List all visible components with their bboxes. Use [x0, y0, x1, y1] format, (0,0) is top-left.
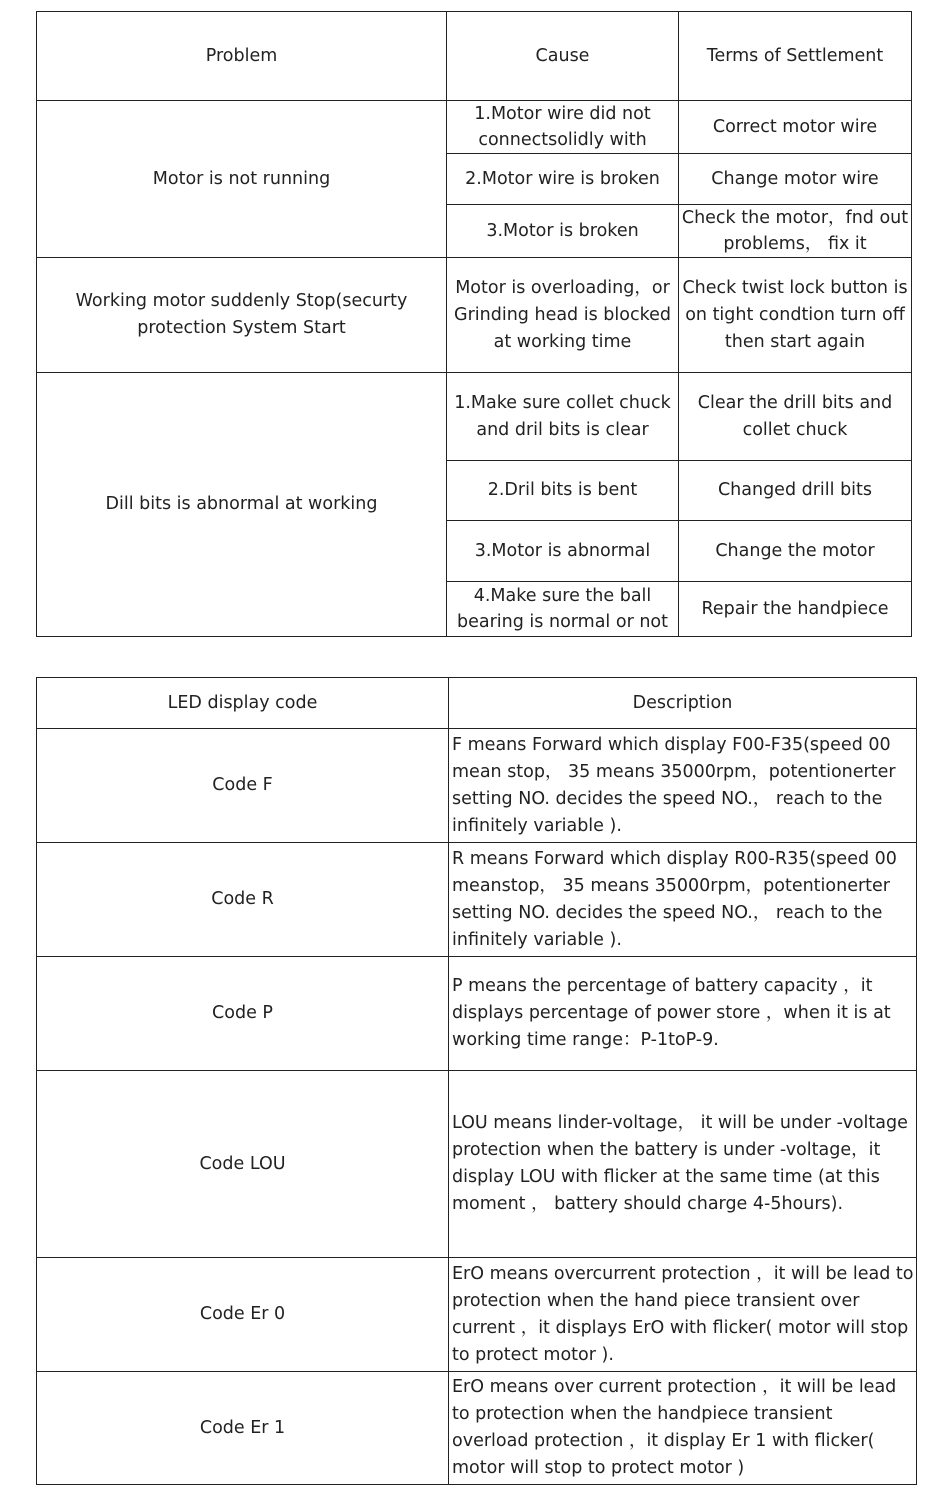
- troubleshooting-table: [36, 11, 912, 637]
- led-description-cell: LOU means linder-voltage， it will be under -voltage protection when the battery is under -voltage，it display LOU with flicker at the same time (at this moment ， battery should charge 4-5hours).: [449, 1071, 917, 1258]
- header-cause: Cause: [447, 12, 679, 101]
- led-code-cell: Code P: [37, 957, 449, 1071]
- problem-cell: Motor is not running: [37, 101, 447, 258]
- led-code-cell: Code Er 1: [37, 1372, 449, 1485]
- settlement-cell: Change the motor: [679, 521, 912, 582]
- table-row: [37, 258, 912, 373]
- led-code-cell: Code F: [37, 729, 449, 843]
- header-settlement: Terms of Settlement: [679, 12, 912, 101]
- header-problem: Problem: [37, 12, 447, 101]
- settlement-cell: Clear the drill bits and collet chuck: [679, 373, 912, 461]
- problem-cell: Working motor suddenly Stop(securty protection System Start: [37, 258, 447, 373]
- cause-cell: 4.Make sure the ball bearing is normal or not: [447, 582, 679, 637]
- table-row: [37, 373, 912, 461]
- table-row: [37, 957, 917, 1071]
- settlement-cell: Repair the handpiece: [679, 582, 912, 637]
- table-row: [37, 101, 912, 154]
- table-row: [37, 1071, 917, 1258]
- table-row: [37, 1372, 917, 1485]
- problem-cell: Dill bits is abnormal at working: [37, 373, 447, 637]
- led-description-cell: ErO means over current protection ，it will be lead to protection when the handpiece transient overload protection ，it display Er 1 with flicker( motor will stop to protect motor ): [449, 1372, 917, 1485]
- table-row: [37, 843, 917, 957]
- table-row: [37, 729, 917, 843]
- cause-cell: 3.Motor is abnormal: [447, 521, 679, 582]
- led-description-cell: R means Forward which display R00-R35(speed 00 meanstop， 35 means 35000rpm，potentionerter setting NO. decides the speed NO.， reach to the infinitely variable ).: [449, 843, 917, 957]
- settlement-cell: Changed drill bits: [679, 461, 912, 521]
- cause-cell: 2.Dril bits is bent: [447, 461, 679, 521]
- settlement-cell: Correct motor wire: [679, 101, 912, 154]
- cause-cell: Motor is overloading，or Grinding head is blocked at working time: [447, 258, 679, 373]
- led-description-cell: ErO means overcurrent protection ，it will be lead to protection when the hand piece transient over current ，it displays ErO with flicker( motor will stop to protect motor ).: [449, 1258, 917, 1372]
- header-led-code: LED display code: [37, 678, 449, 729]
- cause-cell: 1.Make sure collet chuck and dril bits is clear: [447, 373, 679, 461]
- header-description: Description: [449, 678, 917, 729]
- table-header-row: [37, 678, 917, 729]
- led-code-table: [36, 677, 917, 1485]
- led-code-cell: Code LOU: [37, 1071, 449, 1258]
- cause-cell: 1.Motor wire did not connectsolidly with: [447, 101, 679, 154]
- led-code-cell: Code Er 0: [37, 1258, 449, 1372]
- settlement-cell: Change motor wire: [679, 154, 912, 205]
- led-description-cell: F means Forward which display F00-F35(speed 00 mean stop， 35 means 35000rpm，potentionerter setting NO. decides the speed NO.， reach to the infinitely variable ).: [449, 729, 917, 843]
- cause-cell: 2.Motor wire is broken: [447, 154, 679, 205]
- table-header-row: [37, 12, 912, 101]
- led-description-cell: P means the percentage of battery capacity ，it displays percentage of power store ，when it is at working time range：P-1toP-9.: [449, 957, 917, 1071]
- led-code-cell: Code R: [37, 843, 449, 957]
- table-row: [37, 1258, 917, 1372]
- settlement-cell: Check the motor，fnd out problems， fix it: [679, 205, 912, 258]
- cause-cell: 3.Motor is broken: [447, 205, 679, 258]
- settlement-cell: Check twist lock button is on tight condtion turn off then start again: [679, 258, 912, 373]
